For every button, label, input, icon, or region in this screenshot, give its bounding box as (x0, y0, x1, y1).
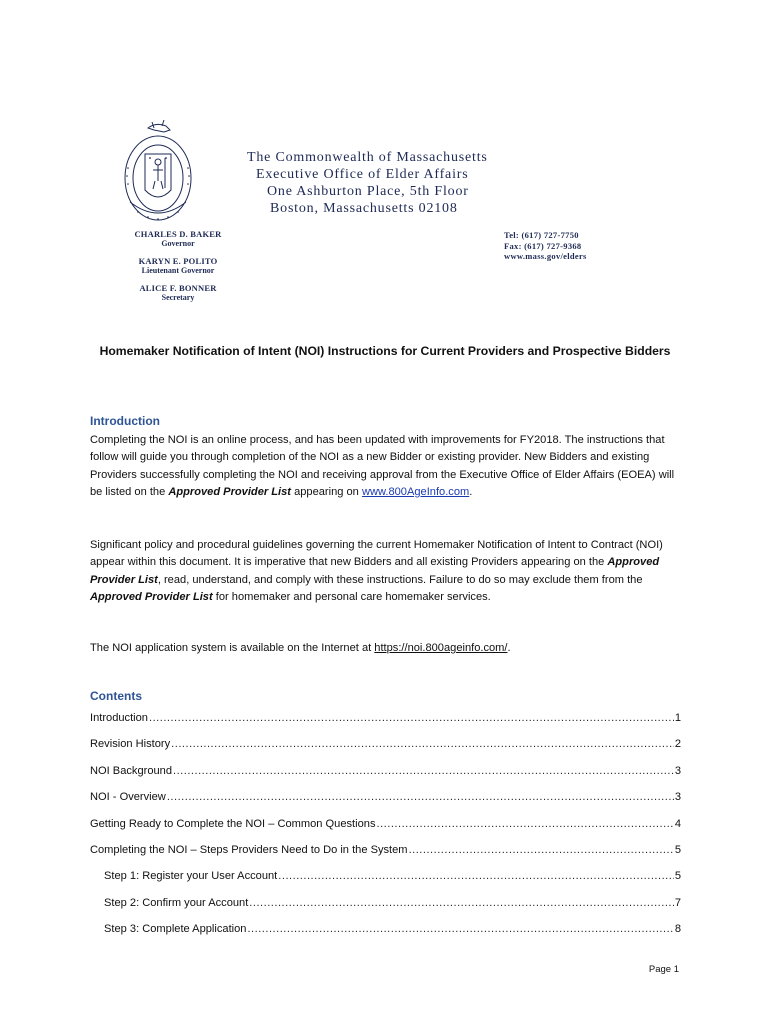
noi-system-link[interactable]: https://noi.800ageinfo.com/ (374, 642, 508, 654)
contact-fax: Fax: (617) 727-9368 (504, 240, 582, 251)
text-run: appearing on (291, 485, 362, 498)
toc-entry-title: NOI Background (90, 764, 173, 777)
toc-entry-title: NOI - Overview (90, 791, 166, 804)
toc-leader (249, 895, 674, 911)
toc-entry-title: Introduction (90, 712, 148, 724)
toc-entry-title: Step 3: Complete Application (104, 923, 247, 936)
intro-paragraph-2 (90, 537, 680, 606)
text-run: Completing the NOI is an online process, and has been updated with improvements for FY2018. The instructions that follow will guide you through completion of the NOI as a new Bidder or existing provider. New Bidders and existing Providers successfully completing the NOI and receiving approval from the Executive Office of Elder Affairs (EOEA) will be listed on the (90, 434, 675, 498)
official-name: KARYN E. POLITO (138, 256, 218, 266)
toc-entry[interactable] (90, 736, 681, 762)
toc-entry-title: Completing the NOI – Steps Providers Need to Do in the System (90, 843, 408, 856)
contact-tel: Tel: (617) 727-7750 (504, 230, 579, 240)
text-run: . (469, 485, 473, 498)
official (118, 256, 238, 276)
toc-entry-page: 4 (674, 817, 681, 830)
text-run: . (507, 642, 511, 654)
toc-leader (171, 736, 674, 752)
toc-leader (167, 789, 674, 805)
toc-entry-page: 3 (674, 791, 681, 804)
approved-provider-list-emphasis: Approved Provider List (90, 556, 660, 586)
toc-leader (278, 868, 674, 884)
agency-line: Executive Office of Elder Affairs (256, 167, 469, 182)
officials-list (118, 229, 238, 310)
table-of-contents (90, 710, 681, 948)
toc-entry[interactable] (90, 789, 681, 815)
contents-heading: Contents (90, 689, 142, 703)
introduction-heading: Introduction (90, 414, 160, 428)
toc-entry[interactable] (90, 710, 681, 736)
official-title: Secretary (161, 293, 195, 302)
toc-entry[interactable] (90, 763, 681, 789)
intro-paragraph-1 (90, 432, 680, 501)
toc-subentry[interactable] (90, 868, 681, 894)
text-run: The NOI application system is available on the Internet at (90, 642, 375, 654)
800ageinfo-link[interactable]: www.800AgeInfo.com (361, 485, 470, 498)
toc-leader (377, 816, 674, 832)
toc-entry-page: 5 (674, 843, 681, 856)
official-title: Lieutenant Governor (141, 266, 215, 275)
agency-line: One Ashburton Place, 5th Floor (267, 184, 469, 199)
toc-entry-title: Getting Ready to Complete the NOI – Common Questions (90, 817, 376, 830)
toc-subentry[interactable] (90, 895, 681, 921)
official-name: CHARLES D. BAKER (134, 229, 222, 239)
contact-info (504, 230, 587, 262)
agency-address (247, 149, 547, 217)
page-number: Page 1 (648, 964, 679, 975)
toc-subentry[interactable] (90, 921, 681, 947)
agency-line: The Commonwealth of Massachusetts (247, 150, 488, 165)
toc-entry[interactable] (90, 816, 681, 842)
toc-entry-title: Revision History (90, 738, 171, 751)
official (118, 229, 238, 249)
text-run: , read, understand, and comply with these instructions. Failure to do so may exclude them from the (157, 573, 643, 586)
toc-entry-title: Step 2: Confirm your Account (104, 896, 249, 909)
toc-entry-title: Step 1: Register your User Account (104, 870, 278, 883)
toc-leader (149, 710, 674, 726)
toc-entry-page: 1 (674, 712, 681, 724)
text-run: for homemaker and personal care homemaker services. (212, 590, 491, 603)
toc-entry-page: 8 (674, 923, 681, 936)
toc-leader (409, 842, 674, 858)
toc-leader (173, 763, 674, 779)
official-title: Governor (161, 239, 195, 248)
document-title: Homemaker Notification of Intent (NOI) Instructions for Current Providers and Prospective Bidders (99, 344, 671, 358)
text-run: Significant policy and procedural guidelines governing the current Homemaker Notification of Intent to Contract (NOI) appear within this document. It is imperative that new Bidders and all existing Providers appearing on the (90, 539, 663, 569)
toc-entry-page: 2 (674, 738, 681, 751)
toc-leader (247, 921, 673, 937)
agency-line: Boston, Massachusetts 02108 (270, 201, 458, 216)
approved-provider-list-emphasis: Approved Provider List (168, 485, 291, 498)
massachusetts-seal-icon (118, 118, 198, 230)
official (118, 283, 238, 303)
contact-web: www.mass.gov/elders (504, 251, 587, 261)
official-name: ALICE F. BONNER (139, 283, 217, 293)
toc-entry-page: 5 (674, 870, 681, 883)
toc-entry[interactable] (90, 842, 681, 868)
toc-entry-page: 3 (674, 764, 681, 777)
approved-provider-list-emphasis: Approved Provider List (90, 590, 213, 603)
intro-paragraph-3 (90, 640, 680, 657)
toc-entry-page: 7 (674, 896, 681, 909)
